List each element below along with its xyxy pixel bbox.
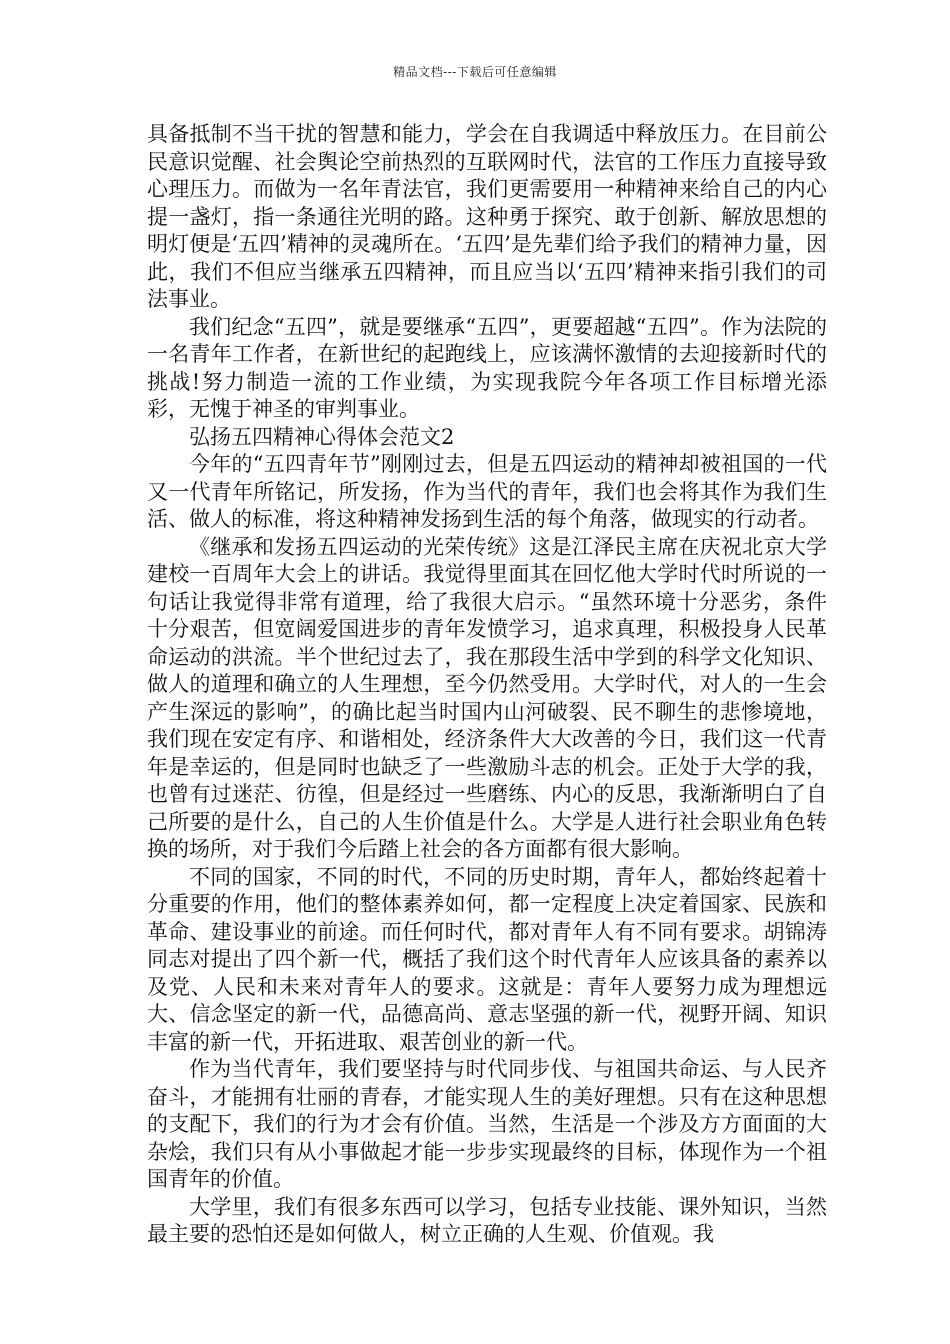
paragraph: 《继承和发扬五四运动的光荣传统》这是江泽民主席在庆祝北京大学建校一百周年大会上的讲话。我觉得里面其在回忆他大学时代时所说的一句话让我觉得非常有道理，给了我很大启示。“虽然环境十分恶劣，条件十分艰苦，但宽阔爱国进步的青年发愤学习，追求真理，积极投身人民革命运动的洪流。半个世纪过去了，我在那段生活中学到的科学文化知识、做人的道理和确立的人生理想，至今仍然受用。大学时代，对人的一生会产生深远的影响”，的确比起当时国内山河破裂、民不聊生的悲惨境地，我们现在安定有序、和谐相处，经济条件大大改善的今日，我们这一代青年是幸运的，但是同时也缺乏了一些激励斗志的机会。正处于大学的我，也曾有过迷茫、彷徨，但是经过一些磨练、内心的反思，我渐渐明白了自己所要的是什么，自己的人生价值是什么。大学是人进行社会职业角色转换的场所，对于我们今后踏上社会的各方面都有很大影响。 bbox=[147, 534, 827, 861]
paragraph: 具备抵制不当干扰的智慧和能力，学会在自我调适中释放压力。在目前公民意识觉醒、社会舆论空前热烈的互联网时代，法官的工作压力直接导致心理压力。而做为一名年青法官，我们更需要用一种精神来给自己的内心提一盏灯，指一条通往光明的路。这种勇于探究、敢于创新、解放思想的明灯便是‘五四’精神的灵魂所在。‘五四’是先辈们给予我们的精神力量，因此，我们不但应当继承五四精神，而且应当以‘五四’精神来指引我们的司法事业。 bbox=[147, 122, 827, 311]
document-body bbox=[147, 121, 827, 1249]
page-header: 精品文档---下载后可任意编辑 bbox=[393, 65, 557, 79]
section-heading: 弘扬五四精神心得体会范文2 bbox=[189, 424, 455, 449]
paragraph: 不同的国家，不同的时代，不同的历史时期，青年人，都始终起着十分重要的作用，他们的整体素养如何，都一定程度上决定着国家、民族和革命、建设事业的前途。而任何时代，都对青年人有不同有要求。胡锦涛同志对提出了四个新一代，概括了我们这个时代青年人应该具备的素养以及党、人民和未来对青年人的要求。这就是：青年人要努力成为理想远大、信念坚定的新一代，品德高尚、意志坚强的新一代，视野开阔、知识丰富的新一代，开拓进取、艰苦创业的新一代。 bbox=[147, 864, 827, 1054]
paragraph: 我们纪念“五四”，就是要继承“五四”，更要超越“五四”。作为法院的一名青年工作者，在新世纪的起跑线上，应该满怀激情的去迎接新时代的挑战!努力制造一流的工作业绩，为实现我院今年各项工作目标增光添彩，无愧于神圣的审判事业。 bbox=[147, 314, 827, 421]
paragraph: 今年的“五四青年节”刚刚过去，但是五四运动的精神却被祖国的一代又一代青年所铭记，所发扬，作为当代的青年，我们也会将其作为我们生活、做人的标准，将这种精神发扬到生活的每个角落，做现实的行动者。 bbox=[147, 452, 827, 531]
paragraph: 作为当代青年，我们要坚持与时代同步伐、与祖国共命运、与人民齐奋斗，才能拥有壮丽的青春，才能实现人生的美好理想。只有在这种思想的支配下，我们的行为才会有价值。当然，生活是一个涉及方方面面的大杂烩，我们只有从小事做起才能一步步实现最终的目标，体现作为一个祖国青年的价值。 bbox=[147, 1057, 827, 1191]
paragraph: 大学里，我们有很多东西可以学习，包括专业技能、课外知识，当然最主要的恐怕还是如何做人，树立正确的人生观、价值观。我 bbox=[147, 1194, 827, 1246]
